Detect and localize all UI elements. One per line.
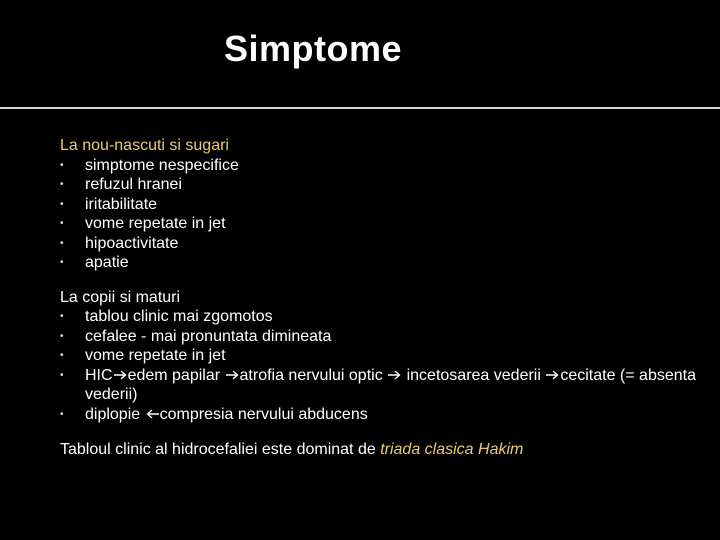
arrow-right-icon xyxy=(226,370,239,380)
bullet-icon: • xyxy=(60,218,64,229)
list-item xyxy=(60,234,700,254)
older-symptom-list xyxy=(60,307,700,424)
arrow-right-icon xyxy=(546,370,559,380)
section-heading-infants: La nou-nascuti si sugari xyxy=(60,137,229,154)
hic-cecitate-text: cecitate (= absenta vederii) xyxy=(85,366,696,403)
list-item-text: cefalee - mai pronuntata dimineata xyxy=(85,327,332,345)
bullet-icon: • xyxy=(60,408,64,420)
hic-atrofia-text: atrofia nervului optic xyxy=(239,366,388,384)
bullet-icon: • xyxy=(60,237,64,249)
bullet-icon: • xyxy=(60,179,64,190)
arrow-right-icon xyxy=(114,370,127,380)
infants-symptom-list xyxy=(60,156,700,273)
arrow-left-icon xyxy=(146,409,159,419)
bullet-icon: • xyxy=(60,159,64,171)
slide-content xyxy=(60,136,700,460)
section-spacer xyxy=(60,273,700,288)
list-item xyxy=(60,175,700,195)
list-item-text: apatie xyxy=(85,254,129,271)
list-item-diplopie xyxy=(60,405,700,425)
conclusion-emphasis: triada clasica Hakim xyxy=(380,441,524,458)
list-item xyxy=(60,253,700,273)
list-item xyxy=(60,156,700,176)
slide-title: Simptome xyxy=(223,28,403,69)
bullet-icon: • xyxy=(60,369,64,381)
list-item-hic xyxy=(60,366,700,405)
list-item xyxy=(60,307,700,327)
list-item xyxy=(60,195,700,215)
hic-edem-text: edem papilar xyxy=(127,366,225,384)
hic-label: HIC xyxy=(85,366,113,384)
bullet-icon: • xyxy=(60,257,64,268)
section-heading-older: La copii si maturi xyxy=(60,288,181,306)
list-item-text: tablou clinic mai zgomotos xyxy=(85,308,273,325)
bullet-icon: • xyxy=(60,198,64,210)
list-item xyxy=(60,346,700,366)
conclusion-paragraph xyxy=(60,440,700,460)
diplopie-label: diplopie xyxy=(85,405,145,423)
arrow-right-icon xyxy=(388,370,401,380)
list-item xyxy=(60,327,700,347)
list-item-text: simptome nespecifice xyxy=(85,156,239,174)
diplopie-cause-text: compresia nervului abducens xyxy=(159,405,368,423)
hic-incetosarea-text: incetosarea vederii xyxy=(402,366,546,384)
bullet-icon: • xyxy=(60,311,64,322)
list-item xyxy=(60,214,700,234)
bullet-icon: • xyxy=(60,330,64,342)
list-item-text: vome repetate in jet xyxy=(85,347,226,364)
list-item-text: hipoactivitate xyxy=(85,234,179,252)
conclusion-text: Tabloul clinic al hidrocefaliei este dominat de xyxy=(60,441,381,458)
list-item-text: iritabilitate xyxy=(85,195,158,213)
list-item-text: vome repetate in jet xyxy=(85,215,226,232)
bullet-icon: • xyxy=(60,350,64,361)
list-item-text: refuzul hranei xyxy=(85,176,182,193)
title-divider xyxy=(0,107,720,109)
